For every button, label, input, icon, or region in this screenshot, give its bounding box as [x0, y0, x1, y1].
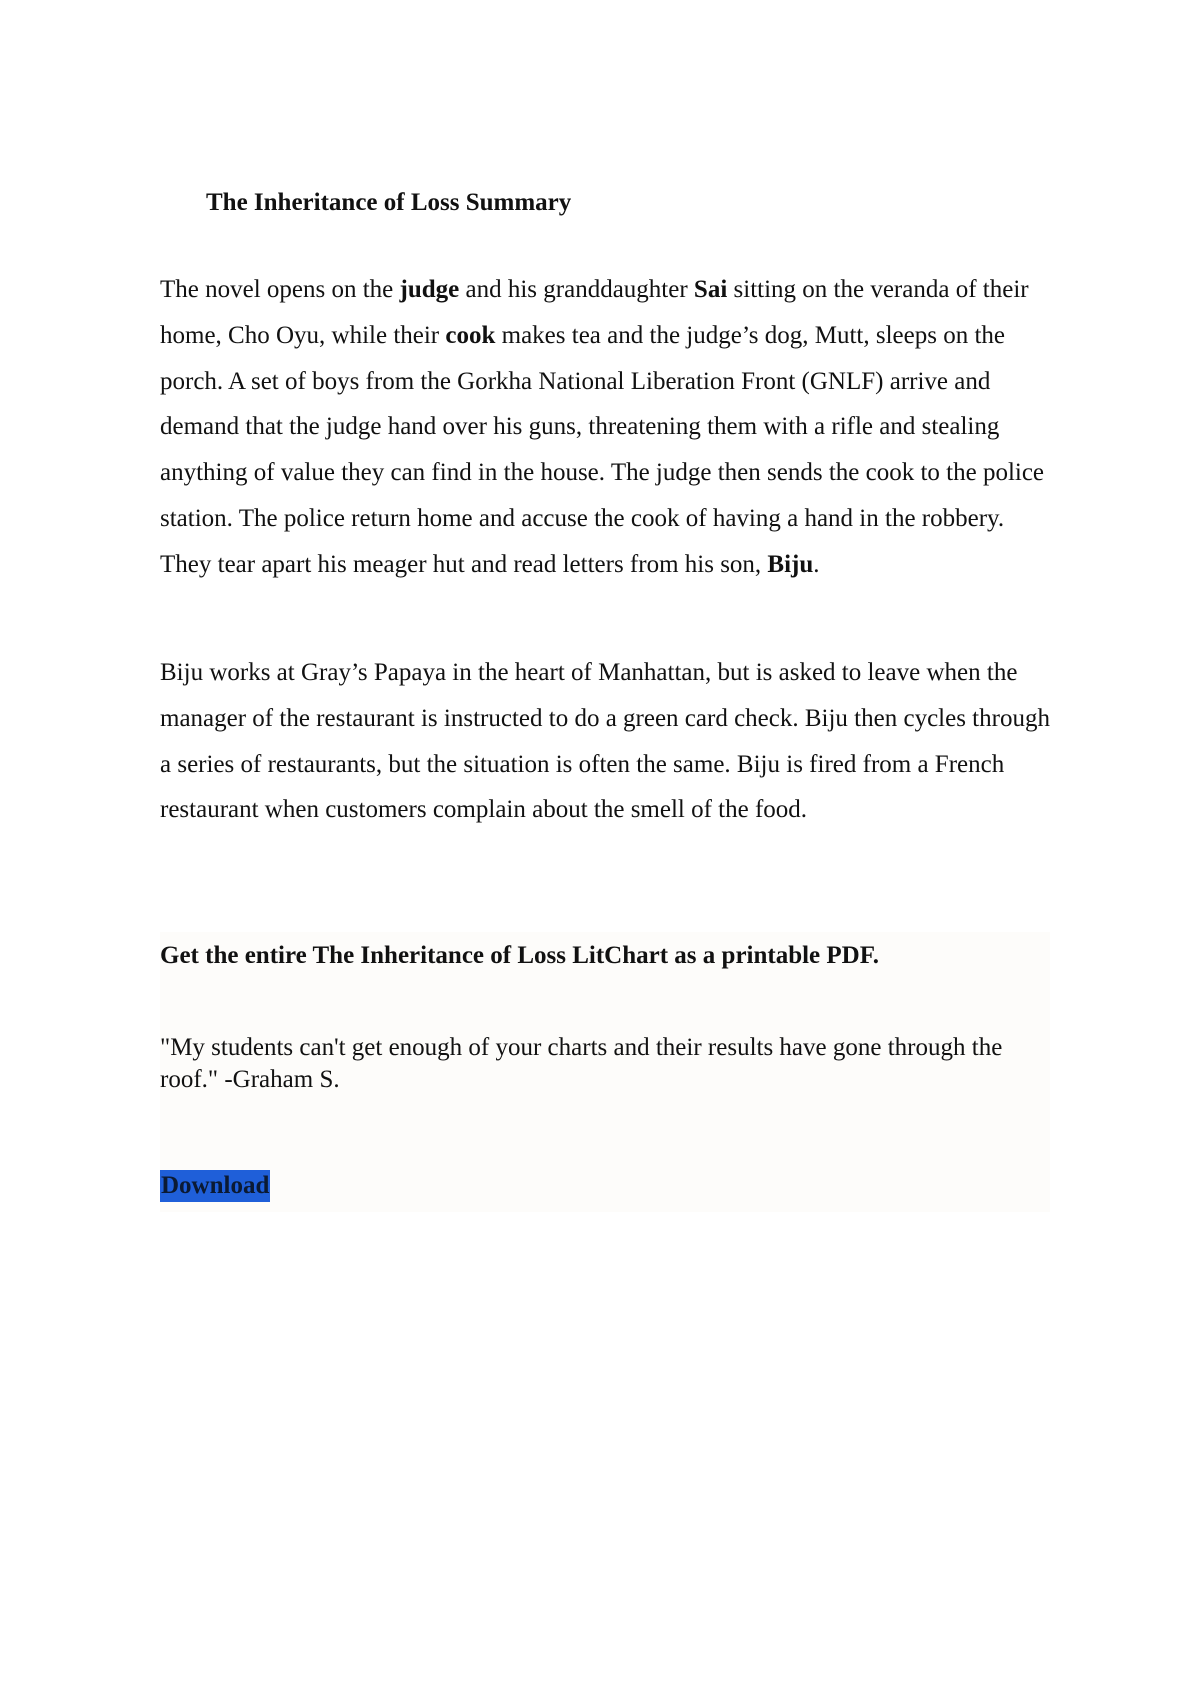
- download-button[interactable]: Download: [160, 1170, 270, 1202]
- promo-heading: Get the entire The Inheritance of Loss LitChart as a printable PDF.: [160, 942, 879, 969]
- character-name-judge: judge: [399, 276, 460, 303]
- summary-paragraph-2: Biju works at Gray’s Papaya in the heart of Manhattan, but is asked to leave when the manager of the restaurant is instructed to do a green card check. Biju then cycles through a series of restaurants, but the situation is often the same. Biju is fired from a French restaurant when customers complain about the smell of the food.: [160, 659, 1050, 824]
- testimonial-quote: "My students can't get enough of your charts and their results have gone through the roof." -Graham S.: [160, 1034, 1003, 1093]
- paragraph-text: sitting on the veranda of their home, Cho Oyu, while their: [160, 276, 1029, 349]
- character-name-biju: Biju: [767, 550, 814, 578]
- character-name-sai: Sai: [693, 276, 728, 303]
- character-name-cook: cook: [445, 321, 496, 349]
- paragraph-text: The novel opens on the: [160, 276, 400, 303]
- paragraph-text: makes tea and the judge’s dog, Mutt, sleeps on the porch. A set of boys from the Gorkha National Liberation Front (GNLF) arrive and demand that the judge hand over his guns, threatening them with a rifle and stealing anything of value they can find in the house. The judge then sends the cook to the police station. The police return home and accuse the cook of having a hand in the robbery. They tear apart his meager hut and read letters from his son,: [160, 321, 1045, 578]
- paragraph-text: .: [813, 550, 820, 578]
- document-title: The Inheritance of Loss Summary: [206, 189, 572, 216]
- paragraph-text: and his granddaughter: [459, 276, 694, 303]
- pdf-promo-box: [160, 932, 1050, 1212]
- summary-paragraph-1: [160, 267, 1060, 588]
